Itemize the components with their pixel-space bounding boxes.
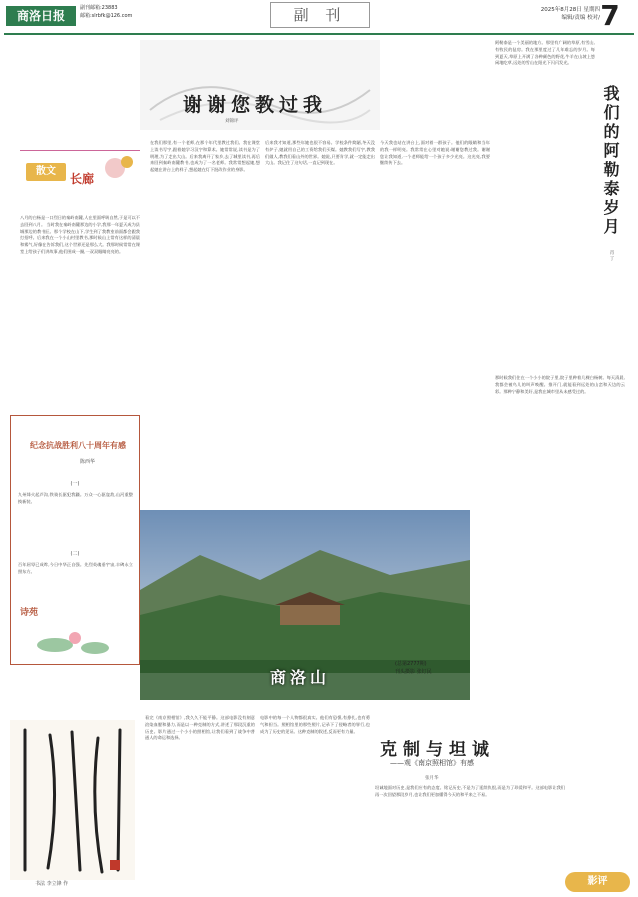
photo-caption-issue: (总第2777期) bbox=[395, 661, 427, 667]
article3-headline: 克制与坦诚 bbox=[380, 740, 495, 760]
calligraphy-caption: 书法 李立锋 作 bbox=[35, 881, 69, 887]
poem-section-1: (一) bbox=[70, 481, 80, 487]
poem-lines-1: 九州烽火起芦沟,铁骑长驱犯我疆。万众一心驱寇敌,山河重整换新装。 bbox=[18, 492, 133, 504]
masthead-info bbox=[80, 4, 220, 20]
article3-col3: 坦诚地面对历史,是我们应有的态度。铭记历史,不是为了延续仇恨,而是为了珍爱和平。这部电影让我们再一次回望那段岁月,也让我们更加懂得今天的和平来之不易。 bbox=[375, 785, 565, 797]
article2-author: 肖 丁 bbox=[609, 250, 614, 261]
article1-col1: 八月的白杨是一口烈日的秦岭南麓,人在里面呼吸自然,于是可以不去回到八月。 当时我在秦岭南麓那边的小学,我那一年夏天成为县城那边的教书匠。那个学校在山下,学生到了我教室前面都会跟我打招呼。后来我在一个小山村里教书,那时候山上常有这样的清晨和雾气,好像在告诉我们,这个世界还是那么大。我那时候常常在课堂上给孩子们讲故事,他们围成一圈,一双双眼睛亮亮的。 bbox=[20, 215, 140, 254]
poem-title: 纪念抗战胜利八十周年有感 bbox=[30, 440, 126, 450]
section-title: 副 刊 bbox=[270, 2, 370, 28]
editor-line: 副刊邮箱:23883 bbox=[80, 5, 118, 11]
date-info bbox=[470, 6, 600, 22]
poem-author: 陈西华 bbox=[80, 459, 96, 465]
photo-caption-credit: 刊头摄影 张钉民 bbox=[395, 669, 432, 675]
poem-section-2: (二) bbox=[70, 551, 80, 557]
article3-author: 张月华 bbox=[425, 776, 439, 781]
poem-lotus-decor-icon bbox=[15, 620, 135, 660]
date: 2025年8月28日 星期四 bbox=[540, 7, 600, 13]
poem-tag: 诗苑 bbox=[20, 608, 39, 618]
newspaper-logo: 商洛日报 bbox=[6, 6, 76, 26]
calligraphy-image bbox=[10, 720, 135, 890]
article3-subtitle: ——观《南京照相馆》有感 bbox=[390, 759, 474, 767]
banner-decor-icon bbox=[95, 150, 140, 185]
email-line: 邮箱:slrbfk@126.com bbox=[80, 13, 133, 19]
article2-col1: 阿勒泰是一个美丽的地方。那里有广阔的草原,有雪山,有牧民的毡房。我在那里度过了几年难忘的岁月。每到夏天,草原上开满了各种颜色的野花,牛羊在山坡上悠闲地吃草,远处的雪山在阳光下闪闪发光。 bbox=[495, 40, 595, 66]
banner-tag: 散文 bbox=[26, 163, 66, 181]
page-number: 7 bbox=[600, 0, 620, 32]
article1-col4: 今天我也站在讲台上,面对着一群孩子。他们的眼睛和当年的我一样明亮。我常常在心里对她说:谢谢您教过我。谢谢您让我知道,一个老师能给一个孩子多少光亮。这光亮,我要继续传下去。 bbox=[380, 140, 490, 166]
photo-caption bbox=[395, 660, 475, 676]
masthead-rule bbox=[4, 33, 634, 35]
article1-col3: 后来我才知道,那些年她也很不容易。学校条件简陋,冬天没有炉子,她就用自己的工资给我们买煤。她教我们写字,教我们做人,教我们看山外的世界。她说,只要肯学,就一定能走出大山。我记住了这句话,一直记到现在。 bbox=[265, 140, 375, 166]
article2-col2: 那时候我们住在一个小小的院子里,院子里种着几棵白杨树。每天清晨,我都会被鸟儿的叫声唤醒。推开门,就能看到远处的山峦和天边的云彩。那种宁静和美好,是我在城市里从未感受过的。 bbox=[495, 375, 625, 394]
footer-badge: 影评 bbox=[565, 872, 630, 892]
article3-col1: 看完《南京照相馆》,我久久不能平静。这部电影没有刻意渲染血腥和暴力,而是以一种克制的方式,讲述了那段沉重的历史。影片通过一个小小的照相馆,让我们看到了战争中普通人的命运和选择。 bbox=[145, 715, 255, 741]
photo-title: 商洛山 bbox=[269, 668, 330, 687]
article1-col2: 在我们那里,有一个老师,在那个年代里教过我们。我在课堂上读书写字,跟着她学习汉字和算术。她常常说,读书是为了明理,为了走出大山。后来我离开了家乡,去了城里读书,再后来回到秦岭南麓教书,也成为了一名老师。我常常想起她,想起她在讲台上的样子,想起她在灯下批改作业的身影。 bbox=[150, 140, 260, 173]
article1-headline: 谢谢您教过我 bbox=[182, 94, 327, 116]
editors-line: 编辑/责编 校对/ bbox=[561, 15, 600, 21]
poem-lines-2: 百年屈辱已成昨,今日中华正自强。先烈英魂垂宇宙,丰碑永立照东方。 bbox=[18, 562, 133, 574]
banner-title: 长廊 bbox=[70, 172, 95, 186]
article3-col2: 电影中的每一个人物都很真实。他们有恐惧,有挣扎,也有勇气和担当。照相馆里的那些照片,记录下了侵略者的罪行,也成为了历史的见证。这种克制的叙述,反而更有力量。 bbox=[260, 715, 370, 734]
article1-author: 刘锦评 bbox=[225, 119, 239, 124]
article2-vertical-title: 我们的阿勒泰岁月 bbox=[601, 85, 620, 237]
